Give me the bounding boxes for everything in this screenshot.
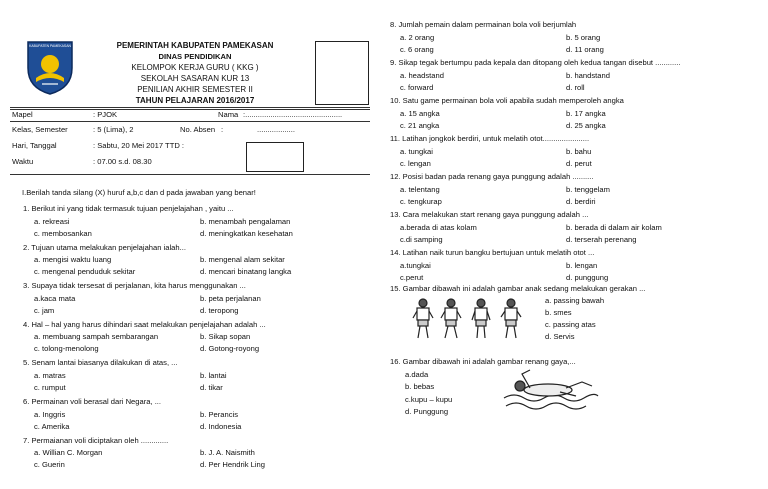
hari-value: : Sabtu, 20 Mei 2017 TTD :	[93, 141, 185, 150]
left-option-b[interactable]: b. J. A. Naismith	[200, 448, 255, 458]
header-line-1: PEMERINTAH KABUPATEN PAMEKASAN	[116, 41, 274, 50]
absen-colon: :	[221, 125, 224, 134]
waktu-label: Waktu	[12, 157, 34, 166]
header-line-6: TAHUN PELAJARAN 2016/2017	[135, 96, 255, 105]
q15-option-b[interactable]: b. smes	[545, 308, 572, 317]
right-option-a[interactable]: a. tungkai	[400, 146, 433, 156]
left-option-d[interactable]: d. mencari binatang langka	[200, 267, 292, 277]
right-option-a[interactable]: a. 2 orang	[400, 32, 435, 42]
left-option-a[interactable]: a. membuang sampah sembarangan	[34, 332, 159, 342]
left-question: 6. Permainan voli berasal dari Negara, ...	[23, 397, 162, 406]
right-option-d[interactable]: d. roll	[566, 82, 585, 92]
right-question: 12. Posisi badan pada renang gaya punggung adalah ..........	[390, 172, 594, 181]
nama-label: Nama	[218, 110, 239, 119]
left-question: 5. Senam lantai biasanya dilakukan di atas, ...	[23, 358, 178, 368]
right-option-a[interactable]: a. 15 angka	[400, 108, 440, 118]
logo-caption: KABUPATEN PAMEKASAN	[29, 44, 71, 48]
q15-option-d[interactable]: d. Servis	[545, 332, 575, 341]
right-question: 14. Latihan naik turun bangku bertujuan untuk melatih otot ...	[390, 248, 595, 257]
swimmer-illustration	[500, 368, 600, 412]
right-option-c[interactable]: c. 6 orang	[400, 44, 434, 54]
absen-field[interactable]: ..................	[257, 125, 295, 134]
left-option-b[interactable]: b. Perancis	[200, 409, 238, 419]
left-option-a[interactable]: a.kaca mata	[34, 293, 76, 303]
right-question: 9. Sikap tegak bertumpu pada kepala dan ditopang oleh kedua tangan disebut ............	[390, 58, 681, 67]
right-option-b[interactable]: b. 17 angka	[566, 108, 606, 118]
left-option-c[interactable]: c. Amerika	[34, 421, 70, 431]
left-question: 3. Supaya tidak tersesat di perjalanan, kita harus menggunakan ...	[23, 281, 246, 291]
right-option-d[interactable]: d. 25 angka	[566, 120, 606, 130]
left-option-b[interactable]: b. Sikap sopan	[200, 332, 251, 342]
header-line-5: PENILIAN AKHIR SEMESTER II	[137, 85, 253, 94]
q16-option-d[interactable]: d. Punggung	[405, 407, 449, 416]
left-question: 7. Permaianan voli diciptakan oleh .............	[23, 435, 169, 445]
kelas-label: Kelas, Semester	[12, 125, 68, 134]
waktu-value: : 07.00 s.d. 08.30	[93, 157, 152, 166]
left-option-d[interactable]: d. Per Hendrik Ling	[200, 460, 266, 470]
q15-option-a[interactable]: a. passing bawah	[545, 296, 605, 305]
right-option-d[interactable]: d. terserah perenang	[566, 234, 637, 244]
score-box	[315, 41, 369, 105]
right-option-b[interactable]: b. tenggelam	[566, 184, 610, 194]
left-option-c[interactable]: c. mengenal penduduk sekitar	[34, 267, 136, 277]
header-line-3: KELOMPOK KERJA GURU ( KKG )	[131, 63, 259, 72]
right-option-a[interactable]: a. headstand	[400, 70, 444, 80]
right-option-b[interactable]: b. berada di dalam air kolam	[566, 222, 662, 232]
volleyball-children-illustration	[408, 296, 530, 342]
left-option-b[interactable]: b. menambah pengalaman	[200, 216, 291, 226]
signature-box[interactable]	[246, 142, 304, 172]
left-option-c[interactable]: c. tolong-menolong	[34, 344, 99, 354]
left-option-d[interactable]: d. meningkatkan kesehatan	[200, 228, 293, 238]
right-option-b[interactable]: b. handstand	[566, 70, 610, 80]
right-option-c[interactable]: c.di samping	[400, 234, 443, 244]
instruction: I.Berilah tanda silang (X) huruf a,b,c dan d pada jawaban yang benar!	[22, 188, 256, 197]
right-option-c[interactable]: c. 21 angka	[400, 120, 440, 130]
right-option-c[interactable]: c.perut	[400, 272, 424, 282]
kelas-value: : 5 (Lima), 2	[93, 125, 134, 134]
right-question: 13. Cara melakukan start renang gaya punggung adalah ...	[390, 210, 589, 219]
left-option-c[interactable]: c. rumput	[34, 382, 66, 392]
left-option-d[interactable]: d. teropong	[200, 305, 239, 315]
q15-option-c[interactable]: c. passing atas	[545, 320, 596, 329]
left-option-b[interactable]: b. mengenal alam sekitar	[200, 255, 285, 265]
right-option-d[interactable]: d. punggung	[566, 272, 609, 282]
left-question: 1. Berikut ini yang tidak termasuk tujuan penjelajahan , yaitu ...	[23, 204, 234, 213]
q16-option-c[interactable]: c.kupu – kupu	[405, 395, 453, 404]
left-option-d[interactable]: d. tikar	[200, 382, 223, 392]
nama-field[interactable]: :..............................................	[243, 110, 343, 119]
identity-bottom-rule	[10, 174, 370, 175]
right-option-d[interactable]: d. berdiri	[566, 196, 596, 206]
mapel-label: Mapel	[12, 110, 33, 119]
left-option-a[interactable]: a. matras	[34, 370, 66, 380]
right-question: 11. Latihan jongkok berdiri, untuk melatih otot......................	[390, 134, 590, 143]
question-15: 15. Gambar dibawah ini adalah gambar anak sedang melakukan gerakan ...	[390, 284, 646, 293]
right-option-d[interactable]: d. perut	[566, 158, 592, 168]
right-option-b[interactable]: b. lengan	[566, 260, 598, 270]
header-line-4: SEKOLAH SASARAN KUR 13	[140, 74, 250, 83]
right-question: 8. Jumlah pemain dalam permainan bola voli berjumlah	[390, 20, 577, 29]
q16-option-b[interactable]: b. bebas	[405, 382, 435, 391]
left-option-a[interactable]: a. Willian C. Morgan	[34, 448, 103, 458]
left-option-c[interactable]: c. jam	[34, 305, 55, 315]
right-option-c[interactable]: c. forward	[400, 82, 434, 92]
right-option-c[interactable]: c. tengkurap	[400, 196, 442, 206]
left-question: 4. Hal – hal yang harus dihindari saat melakukan penjelajahan adalah ...	[23, 319, 266, 329]
header-line-2: DINAS PENDIDIKAN	[158, 52, 232, 61]
left-option-c[interactable]: c. Guerin	[34, 460, 65, 470]
question-16: 16. Gambar dibawah ini adalah gambar renang gaya,...	[390, 357, 576, 366]
left-option-a[interactable]: a. rekreasi	[34, 216, 70, 226]
right-option-b[interactable]: b. bahu	[566, 146, 592, 156]
absen-label: No. Absen	[180, 125, 216, 134]
right-option-c[interactable]: c. lengan	[400, 158, 431, 168]
hari-label: Hari, Tanggal	[12, 141, 57, 150]
q16-option-a[interactable]: a.dada	[405, 370, 429, 379]
left-option-d[interactable]: d. Indonesia	[200, 421, 242, 431]
right-option-a[interactable]: a.berada di atas kolam	[400, 222, 477, 232]
right-option-b[interactable]: b. 5 orang	[566, 32, 601, 42]
left-option-d[interactable]: d. Gotong-royong	[200, 344, 260, 354]
left-option-a[interactable]: a. Inggris	[34, 409, 66, 419]
left-option-a[interactable]: a. mengisi waktu luang	[34, 255, 112, 265]
right-option-a[interactable]: a. telentang	[400, 184, 440, 194]
left-option-c[interactable]: c. membosankan	[34, 228, 92, 238]
right-question: 10. Satu game permainan bola voli apabila sudah memperoleh angka	[390, 96, 624, 105]
identity-rule	[10, 121, 370, 122]
mapel-value: : PJOK	[93, 110, 118, 119]
right-option-d[interactable]: d. 11 orang	[566, 44, 604, 54]
header-rule-1	[10, 107, 370, 108]
right-option-a[interactable]: a.tungkai	[400, 260, 431, 270]
left-question: 2. Tujuan utama melakukan penjelajahan ialah...	[23, 242, 186, 252]
left-option-b[interactable]: b. peta perjalanan	[200, 293, 261, 303]
left-option-b[interactable]: b. lantai	[200, 370, 227, 380]
